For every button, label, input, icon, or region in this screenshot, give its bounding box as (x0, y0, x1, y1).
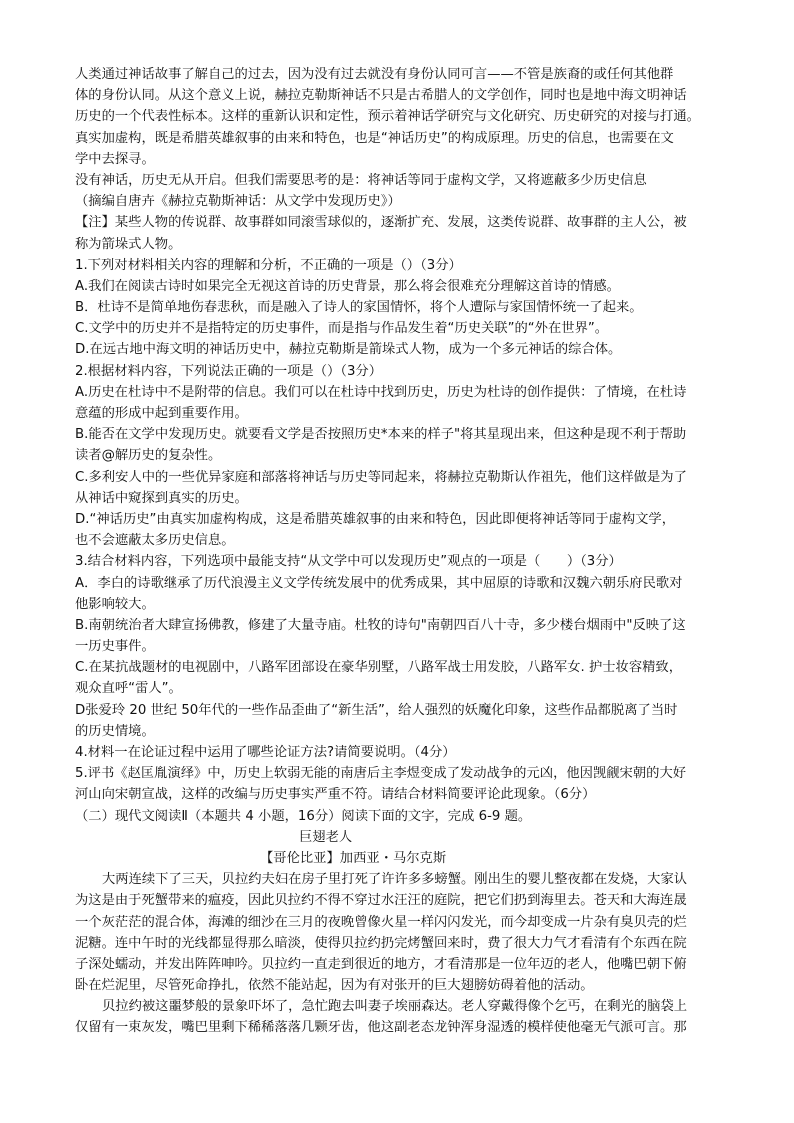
story-line: 贝拉约被这噩梦般的景象吓坏了，急忙跑去叫妻子埃丽森达。老人穿戴得像个乞丐，在剩光的脑袋上 (102, 999, 688, 1015)
essay-section (75, 64, 725, 255)
option-line: A.历史在杜诗中不是附带的信息。我们可以在杜诗中找到历史，历史为杜诗的创作提供：了情境，在杜诗 (75, 384, 687, 400)
text-line: 历史的一个代表性标本。这样的重新认识和定性，预示着神话学研究与文化研究、历史研究的对接与打通。 (75, 109, 700, 125)
option-line: 的历史情境。 (75, 723, 155, 739)
option-line: B.能否在文学中发现历史。就要看文学是否按照历史*本来的样子"将其星现出来，但这种是现不利于帮助 (75, 427, 687, 443)
question-5-cont: 河山向宋朝宣战，这样的改编与历史事实严重不符。请结合材料简要评论此现象。（6分） (75, 787, 596, 803)
story-line: 大两连续下了三天，贝拉约夫妇在房子里打死了许许多多螃蟹。刚出生的婴儿整夜都在发烧，大家认 (102, 872, 688, 888)
story-section (75, 827, 725, 1039)
option-line: C.多利安人中的一些优异家庭和部落将神话与历史等同起来，将赫拉克勒斯认作祖先，他们这样做是为了 (75, 469, 687, 485)
option-line: 从神话中窥探到真实的历史。 (75, 490, 248, 506)
option-line: 读者@解历史的复杂性。 (75, 448, 222, 464)
option-line: 观众直呼“雷人”。 (75, 681, 182, 697)
option-line: 一历史事件。 (75, 639, 155, 655)
option-line: D.在远古地中海文明的神话历史中，赫拉克勒斯是箭垛式人物，成为一个多元神话的综合体。 (75, 342, 622, 358)
story-line: 一个灰茫茫的混合体，海滩的细沙在三月的夜晚曾像火星一样闪闪发光，而今却变成一片杂有臭贝壳的烂 (75, 914, 687, 930)
story-line: 泥糖。连中午时的光线都显得那么暗淡，使得贝拉约扔完烤蟹回来时，费了很大力气才看清有个东西在院 (75, 935, 687, 951)
note-line: 【注】某些人物的传说群、故事群如同滚雪球似的，逐渐扩充、发展，这类传说群、故事群的主人公，被 (75, 215, 687, 231)
source-citation: （摘编自唐卉《赫拉克勒斯神话：从文学中发现历史》） (75, 194, 401, 210)
option-line: 他影响较大。 (75, 596, 155, 612)
text-line: 真实加虚构，既是希腊英雄叙事的由来和特色，也是“神话历史”的构成原理。历史的信息，也需要在文 (75, 130, 674, 146)
text-line: 学中去探寻。 (75, 151, 155, 167)
option-line: A．李白的诗歌继承了历代浪漫主义文学传统发展中的优秀成果，其中屈原的诗歌和汉魏六朝乐府民歌对 (75, 575, 683, 591)
questions-section (75, 255, 725, 827)
option-line: C.在某抗战题材的电视剧中，八路军团部设在豪华别墅，八路军战士用发胶，八路军女. 护士妆容精致， (75, 660, 683, 676)
story-title: 巨翅老人 (299, 829, 353, 845)
option-line: A.我们在阅读古诗时如果完全无视这首诗的历史背景，那么将会很难充分理解这首诗的情感。 (75, 278, 620, 294)
text-line: 没有神话，历史无从开启。但我们需要思考的是：将神话等同于虚构文学，又将遮蔽多少历史信息 (75, 172, 647, 188)
story-author: 【哥伦比亚】加西亚・马尔克斯 (260, 850, 447, 866)
question-3: 3.结合材料内容，下列选项中最能支持“从文学中可以发现历史”观点的一项是（ ）（3分） (75, 554, 622, 570)
option-line: B.南朝统治者大肆宣扬佛教，修建了大量寺庙。杜牧的诗句"南朝四百八十寺，多少楼台烟雨中"反映了这 (75, 617, 686, 633)
option-line: D.“神话历史”由真实加虚构构成，这是希腊英雄叙事的由来和特色，因此即便将神话等同于虚构文学， (75, 511, 676, 527)
story-line: 为这是由于死蟹带来的瘟疫，因此贝拉约不得不穿过水汪汪的庭院，把它们扔到海里去。苍天和大海连晟 (75, 893, 687, 909)
section-heading: （二）现代文阅读Ⅱ（本题共 4 小题，16分）阅读下面的文字，完成 6-9 题。 (75, 808, 532, 824)
note-line: 称为箭垛式人物。 (75, 236, 182, 252)
option-line: C.文学中的历史并不是指特定的历史事件，而是指与作品发生着“历史关联”的“外在世界”。 (75, 321, 609, 337)
text-line: 体的身份认同。从这个意义上说，赫拉克勒斯神话不只是古希腊人的文学创作，同时也是地中海文明神话 (75, 88, 687, 104)
question-1: 1.下列对材料相关内容的理解和分析，不正确的一项是（）（3分） (75, 257, 462, 273)
story-line: 子深处蠕动，并发出阵阵呻吟。贝拉约一直走到很近的地方，才看清那是一位年迈的老人，他嘴巴朝下俯 (75, 956, 687, 972)
text-line: 人类通过神话故事了解自己的过去，因为没有过去就没有身份认同可言——不管是族裔的或任何其他群 (75, 67, 674, 82)
option-line: 也不会遮蔽太多历史信息。 (75, 533, 235, 549)
document-page (75, 64, 725, 1039)
question-2: 2.根据材料内容，下列说法正确的一项是（）（3分） (75, 363, 383, 379)
story-line: 仅留有一束灰发，嘴巴里剩下稀稀落落几颗牙齿，他这副老态龙钟浑身湿透的模样使他毫无气派可言。那 (75, 1020, 687, 1036)
story-line: 卧在烂泥里，尽管死命挣扎，依然不能站起，因为有对张开的巨大翅膀妨碍着他的活动。 (75, 978, 594, 994)
question-4: 4.材料一在论证过程中运用了哪些论证方法?请简要说明。（4分） (75, 745, 456, 760)
option-line: B．杜诗不是简单地伤春悲秋，而是融入了诗人的家国情怀，将个人遭际与家国情怀统一了起来。 (75, 300, 643, 316)
option-line: D张爱玲 20 世纪 50年代的一些作品歪曲了“新生活”，给人强烈的妖魔化印象，这些作品都脱离了当时 (75, 702, 678, 718)
option-line: 意蕴的形成中起到重要作用。 (75, 406, 248, 421)
question-5: 5.评书《赵匡胤演绎》中，历史上软弱无能的南唐后主李煜变成了发动战争的元凶，他因觊觎宋朝的大好 (75, 766, 687, 782)
